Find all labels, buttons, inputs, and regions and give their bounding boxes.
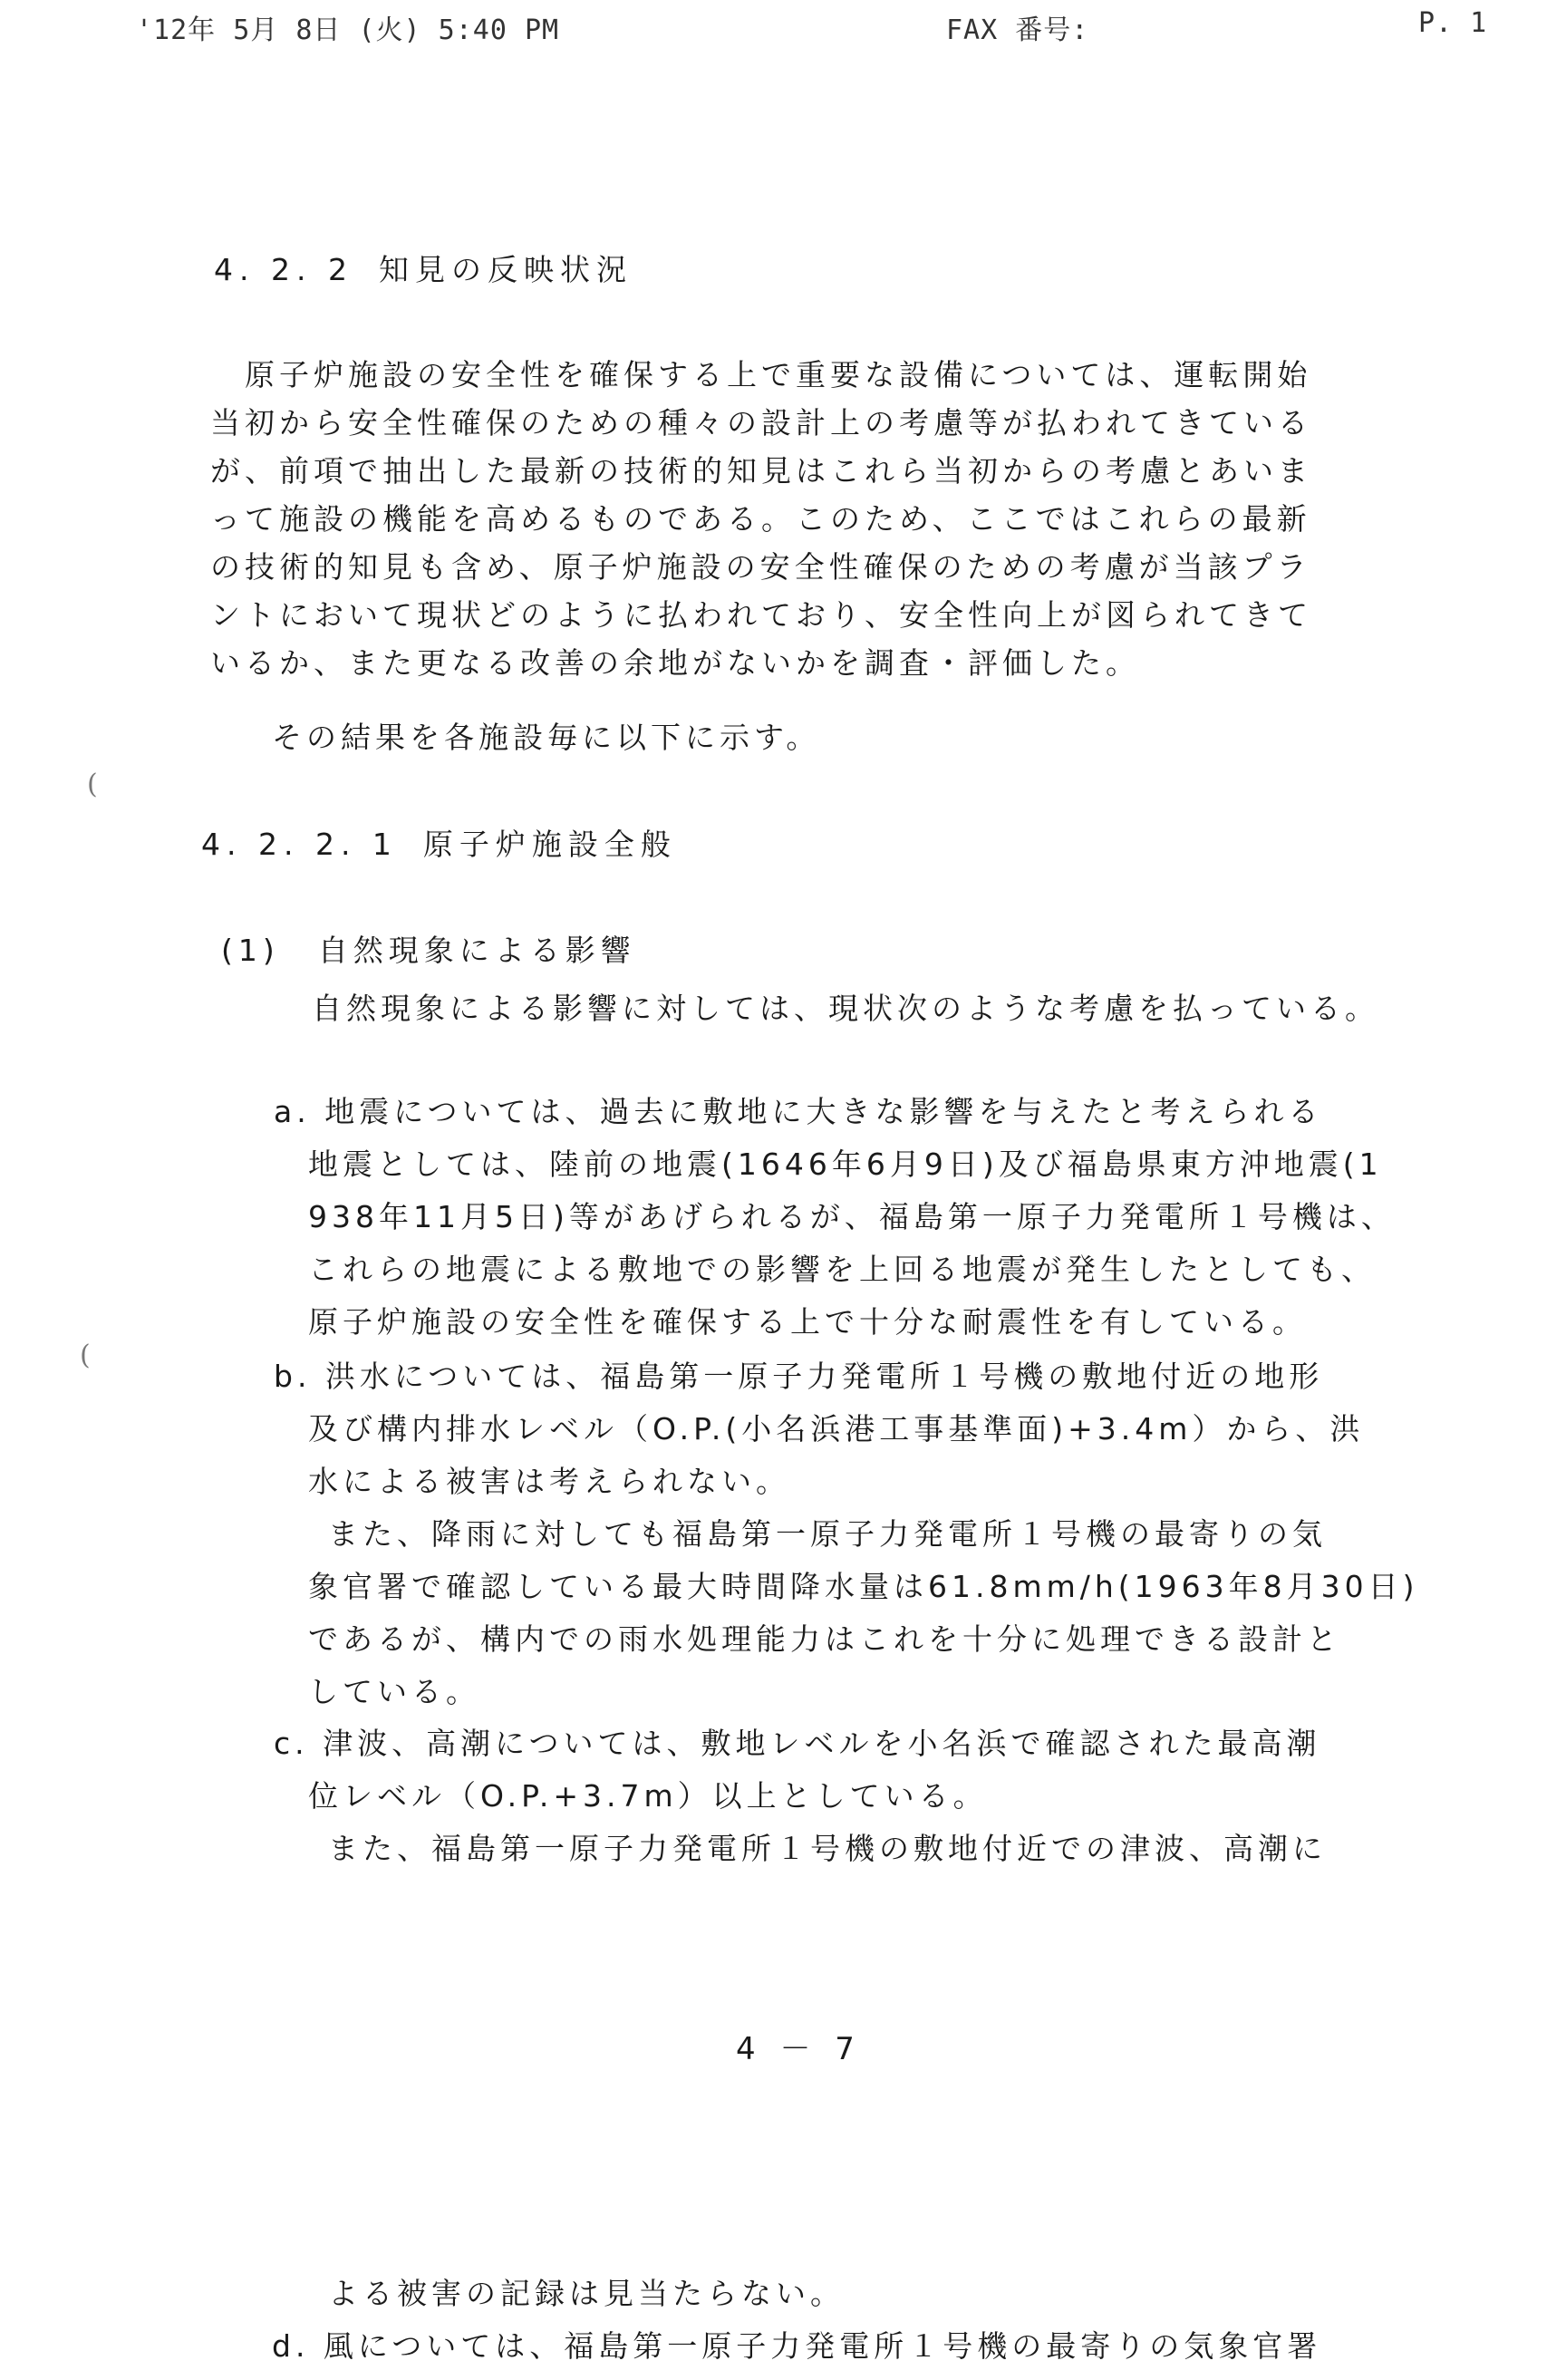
list-line: 位レベル（O.P.+3.7m）以上としている。	[308, 1778, 988, 1814]
list-line: 水による被害は考えられない。	[308, 1464, 790, 1499]
intro-paragraph	[210, 351, 1312, 687]
continued-line: d. 風については、福島第一原子力発電所１号機の最寄りの気象官署	[272, 2328, 1322, 2364]
subsection-heading	[201, 821, 677, 864]
intro-line: ントにおいて現状どのように払われており、安全性向上が図られてきて	[210, 597, 1312, 633]
section-number: 4. 2. 2	[214, 252, 353, 287]
intro-line: って施設の機能を高めるものである。このため、ここではこれらの最新	[210, 501, 1311, 537]
scan-mark-bracket: (	[80, 1340, 91, 1371]
item-intro: 自然現象による影響に対しては、現状次のような考慮を払っている。	[312, 991, 1379, 1026]
intro-line: が、前項で抽出した最新の技術的知見はこれら当初からの考慮とあいま	[210, 453, 1312, 489]
subsection-number: 4. 2. 2. 1	[201, 827, 398, 862]
list-line: であるが、構内での雨水処理能力はこれを十分に処理できる設計と	[308, 1621, 1341, 1657]
list-line: また、降雨に対しても福島第一原子力発電所１号機の最寄りの気	[328, 1516, 1327, 1552]
list-line: c. 津波、高潮については、敷地レベルを小名浜で確認された最高潮	[274, 1726, 1321, 1761]
intro-line: の技術的知見も含め、原子炉施設の安全性確保のための考慮が当該プラ	[210, 549, 1311, 585]
item-number: (1)	[221, 933, 280, 968]
section-heading	[214, 247, 633, 289]
list-line: している。	[308, 1674, 480, 1709]
list-item-earthquake	[274, 1086, 1396, 1349]
intro-result-line: その結果を各施設毎に以下に示す。	[272, 720, 821, 755]
list-line: また、福島第一原子力発電所１号機の敷地付近での津波、高潮に	[328, 1831, 1327, 1866]
list-line: b. 洪水については、福島第一原子力発電所１号機の敷地付近の地形	[274, 1359, 1324, 1394]
list-line: 地震としては、陸前の地震(1646年6月9日)及び福島県東方沖地震(1	[308, 1146, 1383, 1182]
list-line: 象官署で確認している最大時間降水量は61.8mm/h(1963年8月30日)	[308, 1569, 1419, 1604]
list-item-tsunami	[274, 1717, 1327, 1875]
subsection-title: 原子炉施設全般	[422, 827, 677, 862]
list-line: a. 地震については、過去に敷地に大きな影響を与えたと考えられる	[274, 1094, 1323, 1129]
page-number: 4 － 7	[736, 2031, 862, 2067]
fax-page-indicator: P. 1	[1418, 7, 1488, 39]
section-title: 知見の反映状況	[378, 252, 633, 287]
fax-date: '12年 5月 8日 (火) 5:40 PM	[136, 15, 560, 46]
fax-number-label: FAX 番号:	[946, 15, 1089, 46]
item-heading	[221, 927, 636, 970]
continued-text	[272, 2268, 1321, 2373]
list-line: 938年11月5日)等があげられるが、福島第一原子力発電所１号機は、	[308, 1199, 1396, 1234]
list-line: これらの地震による敷地での影響を上回る地震が発生したとしても、	[308, 1252, 1376, 1287]
scan-mark-bracket: (	[87, 769, 98, 800]
list-item-flood	[274, 1350, 1419, 1718]
intro-line: 当初から安全性確保のための種々の設計上の考慮等が払われてきている	[210, 405, 1312, 440]
list-line: 及び構内排水レベル（O.P.(小名浜港工事基準面)+3.4m）から、洪	[308, 1411, 1365, 1446]
list-line: 原子炉施設の安全性を確保する上で十分な耐震性を有している。	[308, 1304, 1307, 1340]
intro-line: 原子炉施設の安全性を確保する上で重要な設備については、運転開始	[210, 357, 1312, 392]
continued-line: よる被害の記録は見当たらない。	[328, 2276, 845, 2311]
item-title: 自然現象による影響	[317, 933, 636, 968]
intro-line: いるか、また更なる改善の余地がないかを調査・評価した。	[210, 645, 1140, 681]
